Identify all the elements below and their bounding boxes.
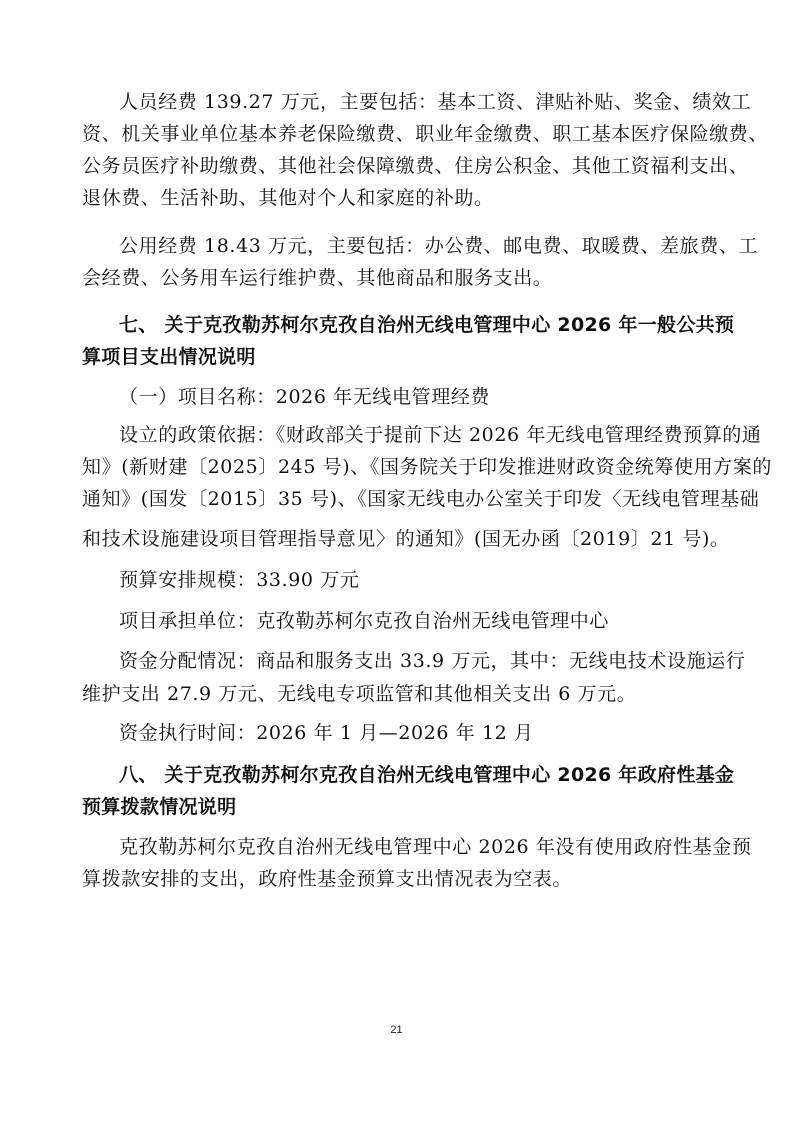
paragraph-line: 公用经费 18.43 万元，主要包括：办公费、邮电费、取暖费、差旅费、工: [119, 235, 759, 257]
paragraph-line: 资、机关事业单位基本养老保险缴费、职业年金缴费、职工基本医疗保险缴费、: [82, 123, 769, 145]
paragraph-line: 预算安排规模：33.90 万元: [119, 569, 360, 591]
section-heading: 八、 关于克孜勒苏柯尔克孜自治州无线电管理中心 2026 年政府性基金: [119, 764, 735, 786]
paragraph-line: 克孜勒苏柯尔克孜自治州无线电管理中心 2026 年没有使用政府性基金预: [119, 836, 752, 858]
paragraph-line: 维护支出 27.9 万元、无线电专项监管和其他相关支出 6 万元。: [82, 683, 637, 705]
paragraph-line: 人员经费 139.27 万元，主要包括：基本工资、津贴补贴、奖金、绩效工: [119, 91, 752, 113]
paragraph-line: 算拨款安排的支出，政府性基金预算支出情况表为空表。: [82, 868, 573, 890]
paragraph-line: 通知》(国发〔2015〕35 号)、《国家无线电办公室关于印发〈无线电管理基础: [82, 488, 760, 510]
paragraph-line: 和技术设施建设项目管理指导意见〉的通知》(国无办函〔2019〕21 号)。: [82, 528, 730, 550]
section-heading: 七、 关于克孜勒苏柯尔克孜自治州无线电管理中心 2026 年一般公共预: [119, 314, 735, 336]
paragraph-line: 知》(新财建〔2025〕245 号)、《国务院关于印发推进财政资金统筹使用方案的: [82, 456, 772, 478]
paragraph-line: 资金执行时间：2026 年 1 月—2026 年 12 月: [119, 722, 534, 744]
paragraph-line: 公务员医疗补助缴费、其他社会保障缴费、住房公积金、其他工资福利支出、: [82, 155, 749, 177]
section-heading: 预算拨款情况说明: [82, 796, 237, 818]
paragraph-line: 项目承担单位：克孜勒苏柯尔克孜自治州无线电管理中心: [119, 610, 610, 632]
section-heading: 算项目支出情况说明: [82, 346, 256, 368]
subsection-heading: （一）项目名称：2026 年无线电管理经费: [119, 386, 490, 408]
paragraph-line: 会经费、公务用车运行维护费、其他商品和服务支出。: [82, 267, 553, 289]
paragraph-line: 退休费、生活补助、其他对个人和家庭的补助。: [82, 187, 494, 209]
paragraph-line: 资金分配情况：商品和服务支出 33.9 万元，其中：无线电技术设施运行: [119, 650, 746, 672]
page-number: 21: [390, 1024, 403, 1036]
paragraph-line: 设立的政策依据：《财政部关于提前下达 2026 年无线电管理经费预算的通: [119, 424, 762, 446]
